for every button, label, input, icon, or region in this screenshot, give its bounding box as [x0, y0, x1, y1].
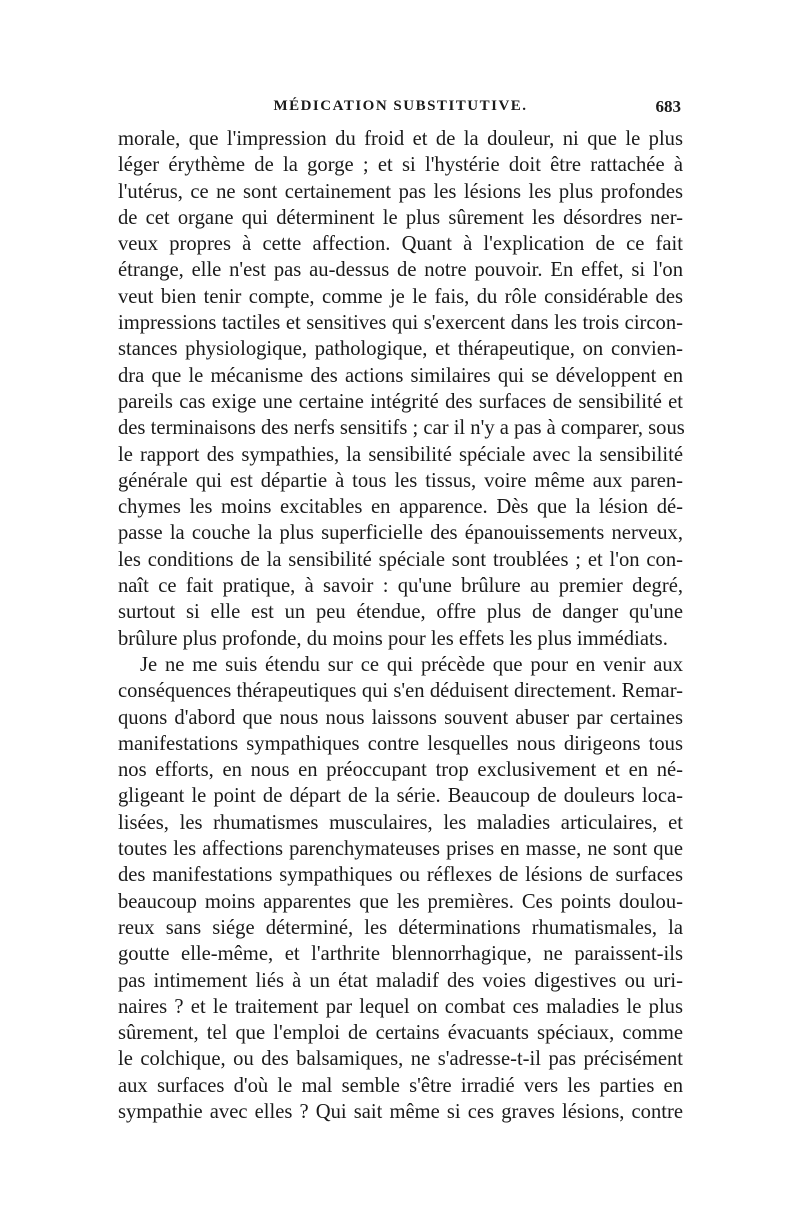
text-line: conséquences thérapeutiques qui s'en déduisent directement. Remar-	[118, 680, 683, 703]
text-line: chymes les moins excitables en apparence. Dès que la lésion dé-	[118, 496, 683, 519]
text-line: des terminaisons des nerfs sensitifs ; car il n'y a pas à comparer, sous	[118, 417, 685, 440]
running-head	[118, 98, 683, 126]
text-line: gligeant le point de départ de la série. Beaucoup de douleurs loca-	[118, 785, 683, 808]
text-line: sympathie avec elles ? Qui sait même si ces graves lésions, contre	[118, 1100, 683, 1123]
text-line: étrange, elle n'est pas au-dessus de notre pouvoir. En effet, si l'on	[118, 259, 683, 282]
text-line: le colchique, ou des balsamiques, ne s'adresse-t-il pas précisément	[118, 1048, 683, 1071]
text-line: impressions tactiles et sensitives qui s'exercent dans les trois circon-	[118, 312, 683, 335]
paragraph-1	[118, 126, 683, 652]
text-line: de cet organe qui déterminent le plus sûrement les désordres ner-	[118, 206, 683, 229]
text-line: Je ne me suis étendu sur ce qui précède que pour en venir aux	[140, 653, 683, 676]
text-line: le rapport des sympathies, la sensibilité spéciale avec la sensibilité	[118, 443, 683, 466]
text-line: naires ? et le traitement par lequel on combat ces maladies le plus	[118, 995, 683, 1018]
text-line: léger érythème de la gorge ; et si l'hystérie doit être rattachée à	[118, 154, 683, 177]
paragraph-2	[118, 652, 683, 1125]
text-line: quons d'abord que nous nous laissons souvent abuser par certaines	[118, 706, 683, 729]
text-line: pareils cas exige une certaine intégrité des surfaces de sensibilité et	[118, 390, 683, 413]
text-line: les conditions de la sensibilité spéciale sont troublées ; et l'on con-	[118, 548, 683, 571]
text-line: surtout si elle est un peu étendue, offre plus de danger qu'une	[118, 601, 683, 624]
text-line: nos efforts, en nous en préoccupant trop exclusivement et en né-	[118, 759, 683, 782]
text-line: aux surfaces d'où le mal semble s'être irradié vers les parties en	[118, 1074, 683, 1097]
text-line: brûlure plus profonde, du moins pour les effets les plus immédiats.	[118, 627, 668, 650]
text-line: beaucoup moins apparentes que les premières. Ces points doulou-	[118, 890, 683, 913]
text-line: naît ce fait pratique, à savoir : qu'une brûlure au premier degré,	[118, 575, 683, 598]
text-line: passe la couche la plus superficielle des épanouissements nerveux,	[118, 522, 683, 545]
text-line: morale, que l'impression du froid et de la douleur, ni que le plus	[118, 128, 683, 150]
text-line: goutte elle-même, et l'arthrite blennorrhagique, ne paraissent-ils	[118, 943, 683, 966]
text-line: dra que le mécanisme des actions similaires qui se développent en	[118, 364, 683, 387]
running-title: MÉDICATION SUBSTITUTIVE.	[273, 98, 528, 114]
page-number: 683	[655, 97, 681, 116]
text-line: l'utérus, ce ne sont certainement pas les lésions les plus profondes	[118, 180, 683, 203]
text-line: veux propres à cette affection. Quant à l'explication de ce fait	[118, 233, 683, 256]
body-text	[118, 126, 683, 1125]
text-line: toutes les affections parenchymateuses prises en masse, ne sont que	[118, 838, 683, 861]
text-line: stances physiologique, pathologique, et thérapeutique, on convien-	[118, 338, 683, 361]
text-line: veut bien tenir compte, comme je le fais, du rôle considérable des	[118, 285, 683, 308]
text-line: générale qui est départie à tous les tissus, voire même aux paren-	[118, 469, 683, 492]
text-line: lisées, les rhumatismes musculaires, les maladies articulaires, et	[118, 811, 683, 834]
text-line: des manifestations sympathiques ou réflexes de lésions de surfaces	[118, 864, 683, 887]
text-line: pas intimement liés à un état maladif des voies digestives ou uri-	[118, 969, 683, 992]
text-line: reux sans siége déterminé, les déterminations rhumatismales, la	[118, 916, 683, 939]
text-line: sûrement, tel que l'emploi de certains évacuants spéciaux, comme	[118, 1022, 683, 1045]
text-line: manifestations sympathiques contre lesquelles nous dirigeons tous	[118, 732, 683, 755]
